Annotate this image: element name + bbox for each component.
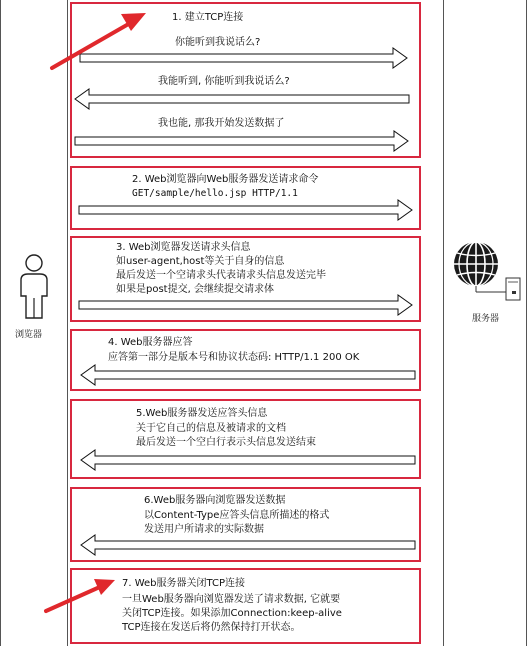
step-title: 3. Web浏览器发送请求头信息 — [116, 242, 251, 253]
client-label: 浏览器 — [15, 330, 43, 340]
step-title: 7. Web服务器关闭TCP连接 — [122, 578, 246, 589]
step-title: 5.Web服务器发送应答头信息 — [136, 408, 268, 419]
message-label: 我能听到, 你能听到我说话么? — [158, 76, 290, 87]
step-line: 如user-agent,host等关于自身的信息 — [116, 256, 285, 267]
step-title: 1. 建立TCP连接 — [172, 12, 244, 23]
red-pointer-arrow — [46, 579, 115, 611]
step-line: TCP连接在发送后将仍然保持打开状态。 — [122, 622, 301, 633]
step-title: 4. Web服务器应答 — [108, 337, 193, 348]
step-line: 发送用户所请求的实际数据 — [144, 524, 264, 535]
message-label: 我也能, 那我开始发送数据了 — [158, 118, 285, 129]
step-line: 如果是post提交, 会继续提交请求体 — [116, 284, 274, 295]
red-pointer-arrow — [52, 13, 146, 68]
step-title: 2. Web浏览器向Web服务器发送请求命令 — [132, 174, 319, 185]
step-line: 一旦Web服务器向浏览器发送了请求数据, 它就要 — [122, 594, 341, 605]
step-line: 以Content-Type应答头信息所描述的格式 — [144, 510, 330, 521]
step-line: 最后发送一个空请求头代表请求头信息发送完毕 — [116, 270, 326, 281]
message-label: 你能听到我说话么? — [175, 37, 261, 48]
step-line: 应答第一部分是版本号和协议状态码: HTTP/1.1 200 OK — [108, 352, 360, 363]
step-title: 6.Web服务器向浏览器发送数据 — [144, 495, 286, 506]
step-line: 关于它自己的信息及被请求的文档 — [136, 423, 286, 434]
step-line: 关闭TCP连接。如果添加Connection:keep-alive — [122, 608, 342, 619]
step-line: GET/sample/hello.jsp HTTP/1.1 — [132, 188, 298, 199]
server-label: 服务器 — [472, 314, 500, 324]
step-line: 最后发送一个空白行表示头信息发送结束 — [136, 437, 316, 448]
